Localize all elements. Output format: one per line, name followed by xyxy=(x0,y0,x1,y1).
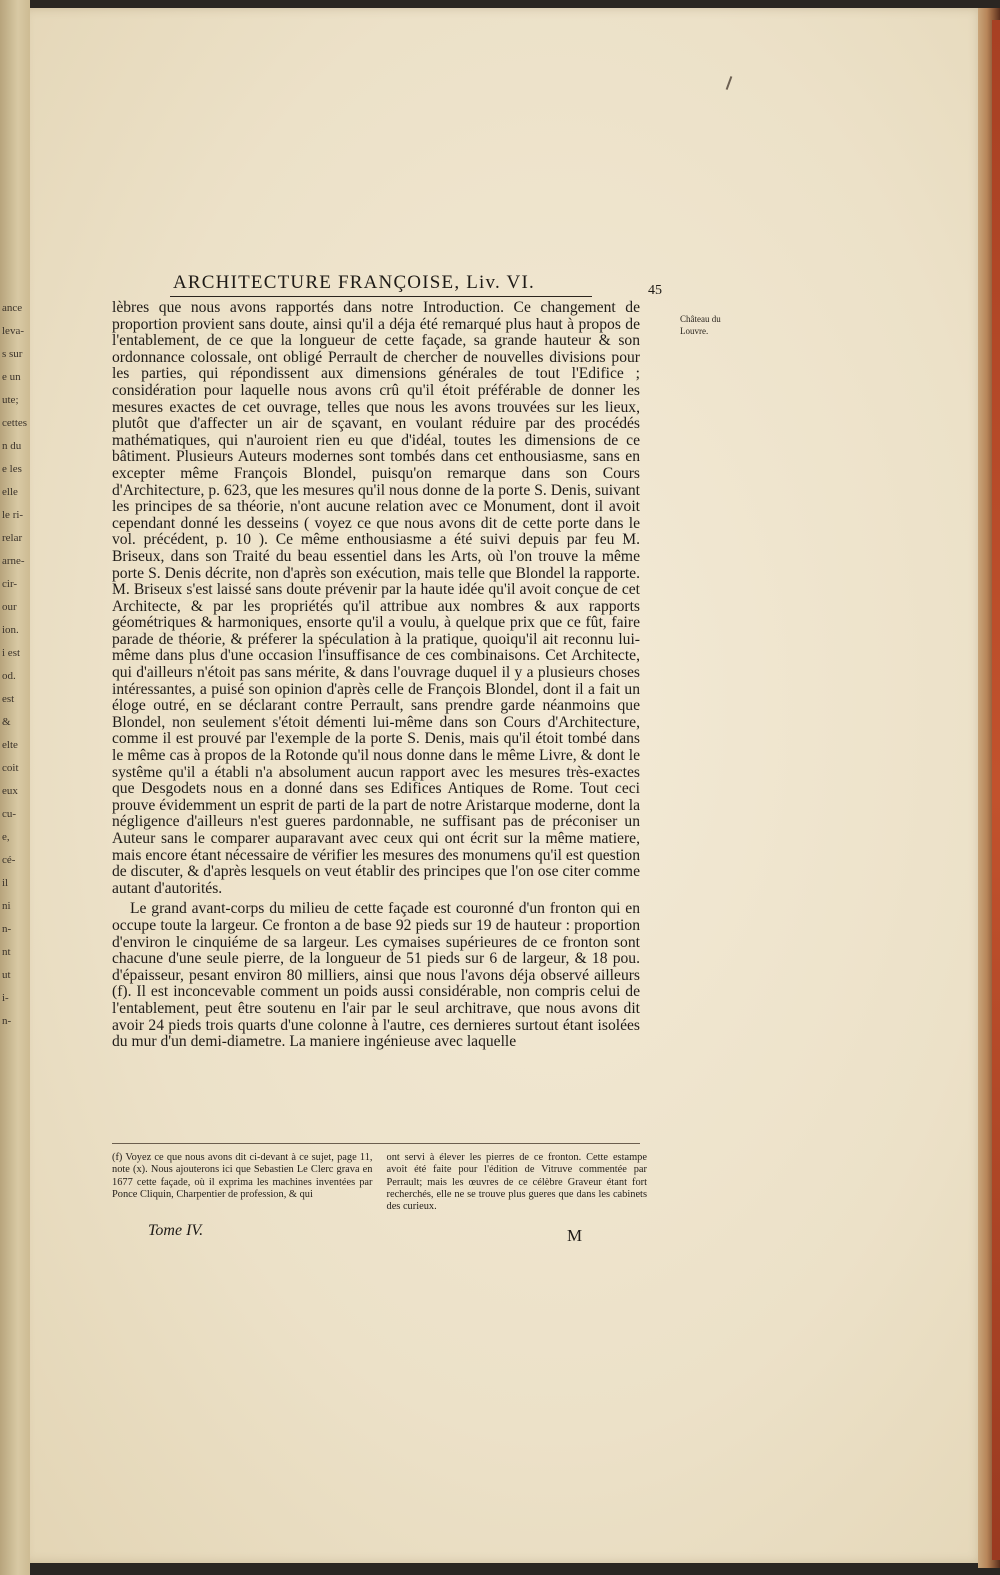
left-page-fragment: leva- xyxy=(2,325,24,337)
paragraph-1: lèbres que nous avons rapportés dans notre Introduction. Ce changement de proportion provient sans doute, ainsi qu'il a déja été remarqué plus haut à propos de l'entablement, de ce que la longueur de cette façade, sa grande hauteur & son ordonnance colossale, ont obligé Perrault de chercher de nouvelles divisions pour les parties, qui répondissent aux dimensions générales de tout l'Edifice ; considération pour laquelle nous avons crû qu'il étoit préférable de donner les mesures exactes de cet ouvrage, telles que nous les avons trouvées sur les lieux, plutôt que d'affecter un air de sçavant, en voulant réduire par des procédés mathématiques, qui n'auroient rien eu que d'idéal, toutes les dimensions de ce bâtiment. Plusieurs Auteurs modernes sont tombés dans cet enthousiasme, sans en excepter même François Blondel, puisqu'on remarque dans son Cours d'Architecture, p. 623, que les mesures qu'il nous donne de la porte S. Denis, suivant les principes de sa théorie, n'ont aucune relation avec ce Monument, dont il avoit cependant donné les desseins ( voyez ce que nous avons dit de cette porte dans le vol. précédent, p. 10 ). Ce même enthousiasme a été suivi depuis par feu M. Briseux, dans son Traité du beau essentiel dans les Arts, où l'on trouve la même porte S. Denis décrite, non d'après son exécution, mais telle que Blondel la rapporte. M. Briseux s'est laissé sans doute prévenir par la haute idée qu'il avoit conçue de cet Architecte, & par les propriétés qu'il attribue aux nombres & aux rapports géométriques & harmoniques, ensorte qu'il a voulu, à quelque prix que ce fût, faire parade de théorie, & préferer la spéculation à la pratique, quoiqu'il ait reconnu lui-même dans plus d'une occasion l'insuffisance de ces combinaisons. Cet Architecte, qui d'ailleurs n'étoit pas sans mérite, & dans l'ouvrage duquel il y a plusieurs choses intéressantes, a puisé son opinion d'après celle de François Blondel, dont il a fait un éloge outré, en se déclarant contre Perrault, sans prendre garde néanmoins que Blondel, non seulement s'étoit démenti lui-même dans son Cours d'Architecture, comme il est prouvé par l'exemple de la porte S. Denis, mais qu'il étoit tombé dans le même cas à propos de la Rotonde qu'il nous donne dans le même Livre, & dont le systême qu'il a établi n'a absolument aucun rapport avec les mesures très-exactes que Desgodets nous en a donné dans ses Edifices Antiques de Rome. Tout ceci prouve évidemment un esprit de parti de la part de notre Aristarque moderne, dont la négligence d'ailleurs n'est gueres pardonnable, ne suffisant pas de préconiser un Auteur sans le comparer auparavant avec ceux qui ont écrit sur la même matiere, mais encore étant nécessaire de vérifier les mesures des monumens qu'il est question de discuter, & d'après lesquels on veut établir des principes que l'on ose citer comme autant d'autorités. xyxy=(112,299,640,897)
footnote-rule xyxy=(112,1143,640,1144)
left-page-fragment: relar xyxy=(2,532,23,544)
header-rule xyxy=(170,296,592,297)
left-page-fragment: cu- xyxy=(2,808,17,820)
left-page-fragment: cettes xyxy=(2,417,28,429)
left-page-fragment: od. xyxy=(2,670,16,682)
left-page-fragment: il xyxy=(2,877,9,889)
left-page-fragment: ut xyxy=(2,969,11,981)
left-page-fragment: i- xyxy=(2,992,9,1004)
footnote-left-column xyxy=(112,1152,373,1213)
left-page-fragment: n- xyxy=(2,923,12,935)
left-page-fragment: nt xyxy=(2,946,11,958)
left-page-fragment: cir- xyxy=(2,578,18,590)
left-page-fragment: elte xyxy=(2,739,18,751)
left-page-fragment: le ri- xyxy=(2,509,24,521)
left-page-fragment: e, xyxy=(2,831,10,843)
red-edge-binding xyxy=(992,20,1000,1560)
left-page-fragment: e les xyxy=(2,463,22,475)
left-page-fragment: n- xyxy=(2,1015,12,1027)
left-page-fragment: s sur xyxy=(2,348,23,360)
left-page-fragment: ance xyxy=(2,302,23,314)
left-page-fragment: e un xyxy=(2,371,21,383)
signature-mark: M xyxy=(567,1226,583,1245)
left-page-fragment: eux xyxy=(2,785,18,797)
left-page-fragment: arne- xyxy=(2,555,25,567)
main-text xyxy=(112,300,640,1051)
left-page-fragment: our xyxy=(2,601,17,613)
running-title: ARCHITECTURE FRANÇOISE, Liv. VI. xyxy=(173,272,535,293)
left-page-fragment: ion. xyxy=(2,624,19,636)
left-page-fragment: ute; xyxy=(2,394,19,406)
paragraph-2: Le grand avant-corps du milieu de cette façade est couronné d'un fronton qui en occupe toute la largeur. Ce fronton a de base 92 pieds sur 19 de hauteur : proportion d'environ le cinquiéme de sa largeur. Les cymaises supérieures de ce fronton sont chacune d'une seule pierre, de la longueur de 51 pieds sur 6 de largeur, & 18 pou. d'épaisseur, pesant environ 80 milliers, ainsi que nous l'avons déja observé ailleurs (f). Il est inconcevable comment un poids aussi considérable, non compris celui de l'entablement, peut être soutenu en l'air par le seul architrave, que nous avons dit avoir 24 pieds trois quarts d'une colonne à l'autre, ces dernieres surtout étant isolées du mur d'un demi-diametre. La maniere ingénieuse avec laquelle xyxy=(112,900,640,1051)
footnote-right-column xyxy=(387,1152,648,1213)
margin-note: Château du Louvre. xyxy=(680,314,721,336)
left-page-fragment: elle xyxy=(2,486,18,498)
left-page-fragment: i est xyxy=(2,647,21,659)
left-page-fragment: coit xyxy=(2,762,19,774)
left-page-fragment: est xyxy=(2,693,15,705)
left-page-fragment: & xyxy=(2,716,11,728)
footnote-right-text: ont servi à élever les pierres de ce fronton. Cette estampe avoit été faite pour l'édition de Vitruve commentée par Perrault; mais les œuvres de ce célèbre Graveur étant fort recherchés, elle ne se trouve plus gueres que dans les cabinets des curieux. xyxy=(386,1152,647,1213)
left-page-fragment: ni xyxy=(2,900,11,912)
volume-label: Tome IV. xyxy=(148,1222,204,1239)
footnotes xyxy=(112,1152,647,1213)
previous-page-edge xyxy=(0,0,30,1575)
footnote-left-text: (f) Voyez ce que nous avons dit ci-devant à ce sujet, page 11, note (x). Nous ajouterons ici que Sebastien Le Clerc grava en 1677 cette façade, où il exprima les machines inventées par Ponce Cliquin, Charpentier de profession, & qui xyxy=(112,1152,373,1200)
page-number: 45 xyxy=(648,283,662,298)
left-page-fragment: cé- xyxy=(2,854,16,866)
left-page-fragment: n du xyxy=(2,440,22,452)
